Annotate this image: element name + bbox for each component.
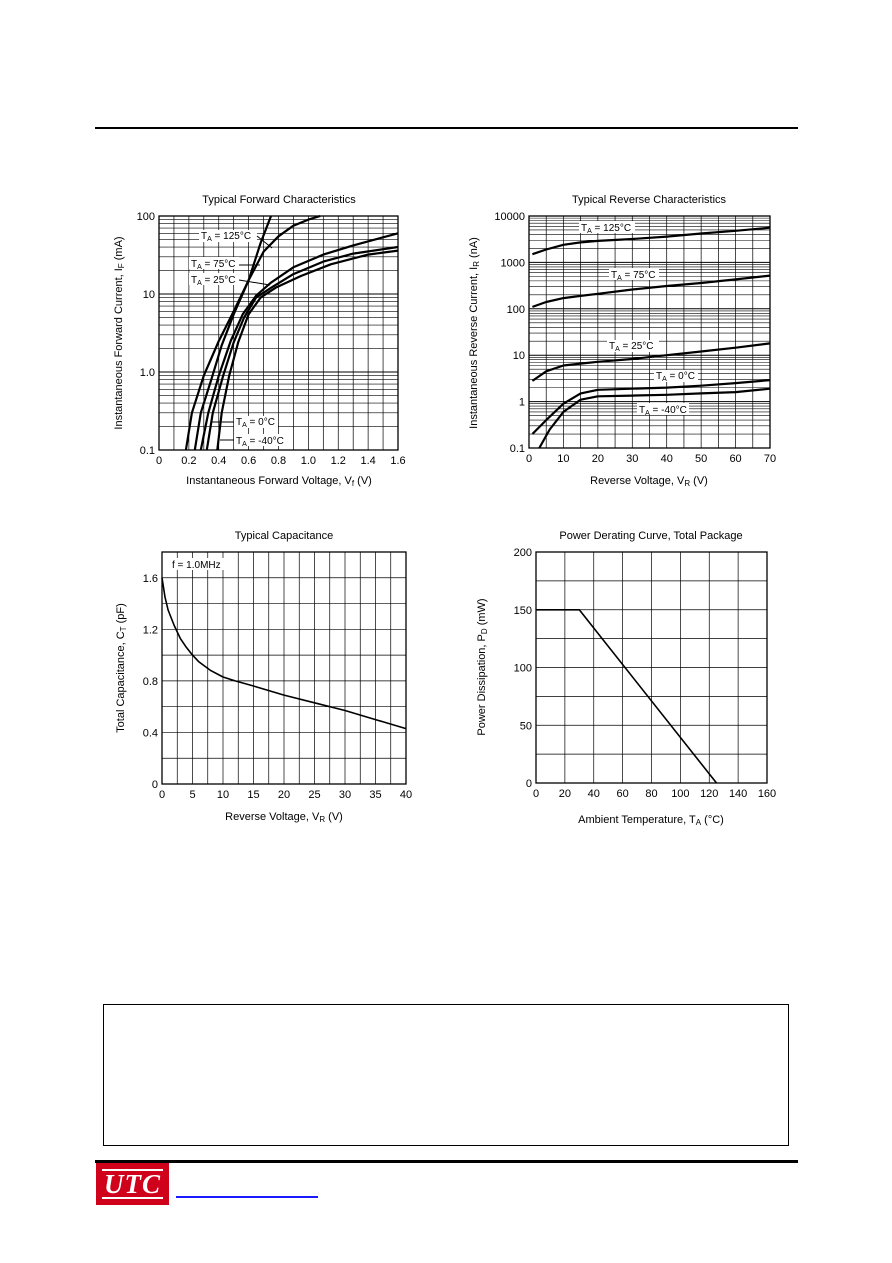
x-tick-label: 0.4 <box>211 455 227 467</box>
label-0c: $T_A = 0^\circ C$ <box>656 371 695 383</box>
notice-box <box>103 1004 789 1146</box>
chart-title: Typical Capacitance <box>234 530 334 542</box>
y-tick-label: 0 <box>525 778 532 790</box>
x-tick-label: 0.2 <box>181 455 197 467</box>
y-axis-label: Instantaneous Reverse Current, IR (nA) <box>468 237 481 429</box>
label-125c: $T_A = 125^\circ C$ <box>581 223 632 235</box>
x-axis-label: Reverse Voltage, VR (V) <box>225 811 343 824</box>
x-tick-label: 10 <box>557 453 570 465</box>
header-rule <box>95 127 798 129</box>
utc-logo <box>96 1163 169 1205</box>
y-tick-label: 10 <box>142 289 155 301</box>
y-axis-label: Total Capacitance, CT (pF) <box>115 603 128 733</box>
x-tick-label: 40 <box>399 789 413 801</box>
x-tick-label: 60 <box>729 453 742 465</box>
y-tick-label: 100 <box>506 303 525 316</box>
x-tick-label: 1.6 <box>390 455 406 467</box>
y-axis-label: Power Dissipation, PD (mW) <box>476 598 489 736</box>
y-tick-label: 100 <box>136 211 155 223</box>
y-tick-label: 0.1 <box>509 443 525 455</box>
x-tick-label: 25 <box>308 789 321 801</box>
logo-text: UTC <box>104 1169 161 1199</box>
x-tick-label: 60 <box>616 788 629 800</box>
y-tick-label: 200 <box>513 547 532 559</box>
x-tick-label: 0.8 <box>270 455 287 467</box>
x-tick-label: 0 <box>532 788 540 800</box>
x-tick-label: 50 <box>695 453 708 465</box>
x-tick-label: 1.2 <box>330 455 346 467</box>
x-tick-label: 140 <box>728 788 748 800</box>
y-tick-label: 50 <box>519 720 532 733</box>
x-tick-label: 40 <box>660 453 673 465</box>
y-tick-label: 1.6 <box>142 572 158 585</box>
x-tick-label: 30 <box>626 453 639 465</box>
y-tick-label: 1.2 <box>142 624 158 637</box>
y-tick-label: 1000 <box>500 257 525 270</box>
series-line-75C <box>195 216 271 450</box>
y-tick-label: 1.0 <box>139 367 155 379</box>
x-tick-label: 20 <box>558 788 571 800</box>
y-tick-label: 10000 <box>494 211 525 223</box>
series-labels <box>189 230 284 448</box>
x-tick-label: 160 <box>757 788 777 800</box>
label-25c: $T_A = 25^\circ C$ <box>609 341 654 353</box>
x-tick-label: 120 <box>700 788 719 800</box>
x-axis-label: Reverse Voltage, VR (V) <box>590 475 708 488</box>
x-tick-label: 80 <box>645 788 658 800</box>
chart-title: Power Derating Curve, Total Package <box>559 530 743 542</box>
x-axis-label: Ambient Temperature, TA (°C) <box>578 814 724 827</box>
x-tick-label: 40 <box>587 788 600 800</box>
x-tick-label: 70 <box>763 453 777 465</box>
series-line-125C <box>186 216 320 450</box>
x-tick-label: 1.4 <box>360 455 376 467</box>
website-link[interactable] <box>176 1196 318 1198</box>
x-tick-label: 5 <box>189 789 196 801</box>
x-axis-label: Instantaneous Forward Voltage, Vf (V) <box>186 475 372 488</box>
label-25c: $T_A = 25^\circ C$ <box>191 275 236 287</box>
y-tick-label: 10 <box>512 350 525 363</box>
label-minus40c: $T_A = -40^\circ C$ <box>639 405 687 417</box>
forward-characteristics-chart <box>100 188 430 488</box>
y-tick-label: 0.4 <box>142 727 158 740</box>
reverse-characteristics-chart <box>460 188 790 488</box>
y-tick-label: 0.1 <box>139 445 155 457</box>
power-derating-chart <box>460 524 790 834</box>
label-0c: $T_A = 0^\circ C$ <box>236 417 275 429</box>
x-tick-label: 20 <box>277 789 291 801</box>
label-75c: $T_A = 75^\circ C$ <box>191 259 236 271</box>
x-tick-label: 1.0 <box>300 455 317 467</box>
y-axis-label: Instantaneous Forward Current, IF (mA) <box>113 236 126 430</box>
x-tick-label: 0 <box>155 455 163 467</box>
x-tick-label: 20 <box>591 453 604 465</box>
x-tick-label: 0.6 <box>240 455 257 467</box>
x-tick-label: 30 <box>338 789 352 801</box>
label-minus40c: $T_A = -40^\circ C$ <box>236 436 284 448</box>
label-125c: $T_A = 125^\circ C$ <box>201 231 252 243</box>
capacitance-chart <box>100 524 430 834</box>
series-line-125C <box>532 228 770 255</box>
footer-rule <box>95 1160 798 1163</box>
x-tick-label: 10 <box>216 789 230 801</box>
grid <box>159 216 398 450</box>
y-tick-label: 1 <box>518 396 525 409</box>
x-tick-label: 35 <box>369 789 382 801</box>
y-tick-label: 0.8 <box>142 675 158 688</box>
frequency-label: f = 1.0MHz <box>172 560 221 571</box>
y-tick-label: 0 <box>151 779 158 791</box>
arrow-25c <box>239 280 270 285</box>
x-tick-label: 15 <box>247 789 260 801</box>
chart-title: Typical Forward Characteristics <box>202 194 356 206</box>
y-tick-label: 150 <box>513 604 532 617</box>
x-tick-label: 100 <box>671 788 690 800</box>
label-75c: $T_A = 75^\circ C$ <box>611 270 656 282</box>
x-tick-label: 0 <box>158 789 166 801</box>
y-tick-label: 100 <box>513 662 532 675</box>
chart-title: Typical Reverse Characteristics <box>571 194 727 206</box>
x-tick-label: 0 <box>525 453 533 465</box>
